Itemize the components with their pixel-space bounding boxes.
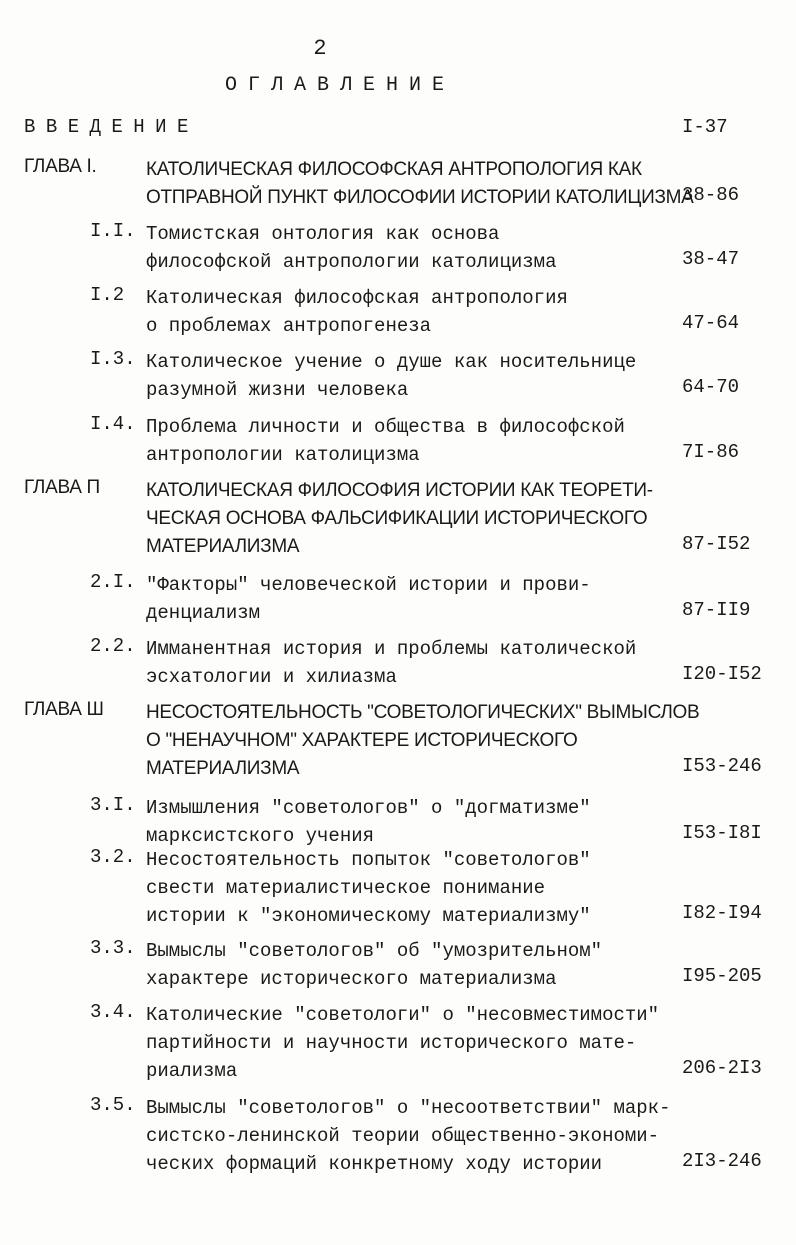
toc-entry-pages: 38-86: [682, 184, 740, 206]
toc-entry-pages: I20-I52: [682, 663, 762, 685]
toc-entry-title: [146, 571, 666, 627]
toc-entry-title-line: Католические "советологи" о "несовместимости": [146, 1004, 660, 1026]
toc-entry-title: [146, 348, 666, 404]
toc-entry-pages: 87-II9: [682, 599, 751, 621]
toc-entry-title-line: о проблемах антропогенеза: [146, 315, 432, 337]
toc-entry-title-line: партийности и научности исторического мате-: [146, 1032, 637, 1054]
toc-entry-number: 2.2.: [90, 635, 136, 657]
toc-entry-number: 3.5.: [90, 1094, 136, 1116]
toc-entry-title-line: характере исторического материализма: [146, 968, 557, 990]
toc-entry-title-line: антропологии католицизма: [146, 444, 420, 466]
toc-entry-number: ГЛАВА I.: [24, 156, 97, 177]
toc-entry-number: ГЛАВА Ш: [24, 699, 104, 720]
toc-entry-title-line: разумной жизни человека: [146, 379, 409, 401]
toc-entry-title-line: Католическая философская антропология: [146, 287, 568, 309]
toc-entry-title: [146, 699, 700, 783]
toc-entry-pages: 64-70: [682, 376, 740, 398]
toc-entry-pages: 47-64: [682, 312, 740, 334]
toc-entry-title: [146, 635, 666, 691]
toc-entry-title-line: марксистского учения: [146, 825, 375, 847]
toc-entry-title-line: ОТПРАВНОЙ ПУНКТ ФИЛОСОФИИ ИСТОРИИ КАТОЛИЦИЗМА: [146, 187, 694, 208]
toc-entry-title-line: КАТОЛИЧЕСКАЯ ФИЛОСОФСКАЯ АНТРОПОЛОГИЯ КАК: [146, 159, 642, 180]
toc-entry-title-line: Имманентная история и проблемы католической: [146, 638, 637, 660]
toc-entry-title-line: "Факторы" человеческой истории и прови-: [146, 574, 591, 596]
toc-entry-number: 2.I.: [90, 571, 136, 593]
toc-entry-title-line: МАТЕРИАЛИЗМА: [146, 536, 300, 557]
toc-entry-title-line: Католическое учение о душе как носительнице: [146, 351, 637, 373]
toc-entry-pages: 7I-86: [682, 441, 740, 463]
toc-intro-label: ВВЕДЕНИЕ: [24, 116, 199, 138]
toc-entry-title-line: ЧЕСКАЯ ОСНОВА ФАЛЬСИФИКАЦИИ ИСТОРИЧЕСКОГО: [146, 508, 648, 529]
toc-entry-title: [146, 156, 694, 212]
toc-entry-number: I.3.: [90, 348, 136, 370]
toc-entry-title-line: Вымыслы "советологов" о "несоответствии" марк-: [146, 1097, 671, 1119]
toc-entry-title-line: денциализм: [146, 602, 261, 624]
toc-entry-title-line: систско-ленинской теории общественно-экономи-: [146, 1125, 660, 1147]
toc-entry-title-line: ческих формаций конкретному ходу истории: [146, 1153, 603, 1175]
toc-entry-title-line: КАТОЛИЧЕСКАЯ ФИЛОСОФИЯ ИСТОРИИ КАК ТЕОРЕТИ-: [146, 480, 653, 501]
toc-entry-title: [146, 937, 666, 993]
toc-entry-pages: I53-I8I: [682, 822, 762, 844]
toc-entry-title-line: МАТЕРИАЛИЗМА: [146, 758, 300, 779]
toc-entry-number: 3.I.: [90, 794, 136, 816]
toc-entry-title: [146, 794, 666, 850]
toc-entry-number: 3.2.: [90, 846, 136, 868]
toc-entry-title-line: Вымыслы "советологов" об "умозрительном": [146, 940, 603, 962]
toc-entry-title: [146, 220, 666, 276]
toc-entry-number: I.4.: [90, 413, 136, 435]
toc-entry-number: I.I.: [90, 220, 136, 242]
toc-entry-title: [146, 284, 666, 340]
toc-entry-title-line: Измышления "советологов" о "догматизме": [146, 797, 591, 819]
toc-entry-title-line: истории к "экономическому материализму": [146, 905, 591, 927]
toc-entry-pages: I53-246: [682, 755, 762, 777]
toc-entry-title: [146, 413, 666, 469]
toc-entry-title: [146, 477, 666, 561]
toc-entry-title: [146, 846, 666, 930]
toc-entry-number: ГЛАВА П: [24, 477, 100, 498]
toc-heading: ОГЛАВЛЕНИЕ: [225, 74, 456, 97]
toc-entry-title-line: Томистская онтология как основа: [146, 223, 500, 245]
toc-entry-number: 3.3.: [90, 937, 136, 959]
toc-entry-pages: 38-47: [682, 248, 740, 270]
toc-intro-pages: I-37: [682, 116, 728, 138]
toc-entry-title: [146, 1001, 666, 1085]
toc-entry-number: 3.4.: [90, 1001, 136, 1023]
toc-entry-title-line: эсхатологии и хилиазма: [146, 666, 397, 688]
toc-entry-number: I.2: [90, 284, 125, 306]
toc-entry-title-line: философской антропологии католицизма: [146, 251, 557, 273]
toc-entry-title-line: О "НЕНАУЧНОМ" ХАРАКТЕРЕ ИСТОРИЧЕСКОГО: [146, 730, 578, 751]
page-number: 2: [313, 36, 327, 61]
toc-entry-pages: I95-205: [682, 965, 762, 987]
toc-entry-pages: I82-I94: [682, 902, 762, 924]
toc-entry-title-line: свести материалистическое понимание: [146, 877, 546, 899]
toc-entry-pages: 2I3-246: [682, 1150, 762, 1172]
toc-entry-title: [146, 1094, 671, 1178]
toc-entry-pages: 87-I52: [682, 533, 751, 555]
toc-entry-title-line: НЕСОСТОЯТЕЛЬНОСТЬ "СОВЕТОЛОГИЧЕСКИХ" ВЫМЫСЛОВ: [146, 702, 700, 723]
toc-entry-title-line: риализма: [146, 1060, 238, 1082]
toc-entry-title-line: Проблема личности и общества в философской: [146, 416, 625, 438]
toc-entry-pages: 206-2I3: [682, 1057, 762, 1079]
toc-entry-title-line: Несостоятельность попыток "советологов": [146, 849, 591, 871]
